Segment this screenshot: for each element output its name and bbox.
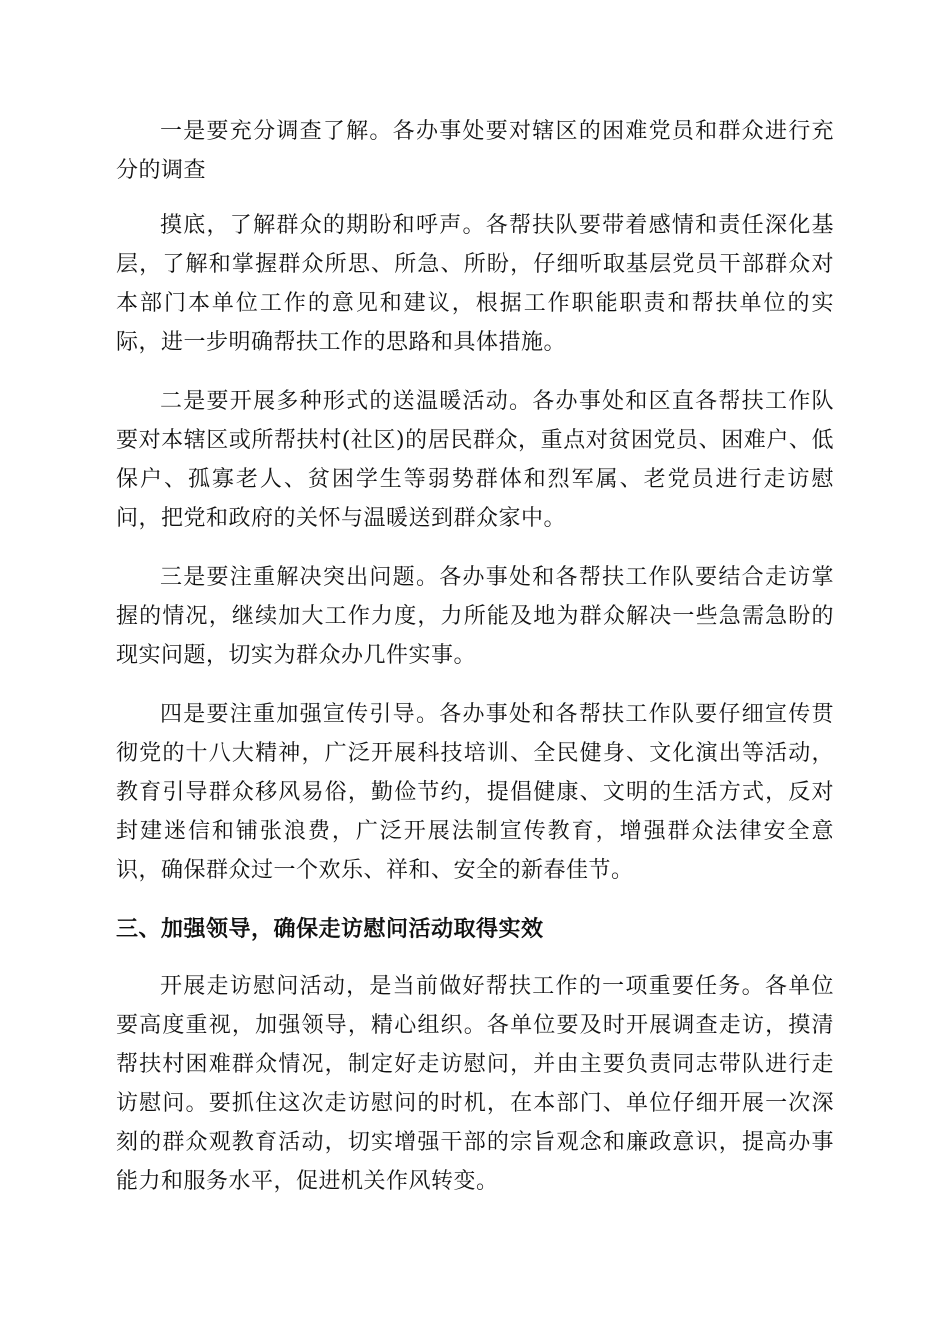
paragraph-warmth-activities: 二是要开展多种形式的送温暖活动。各办事处和区直各帮扶工作队要对本辖区或所帮扶村(社区)的居民群众，重点对贫困党员、困难户、低保户、孤寡老人、贫困学生等弱势群体和烈军属、老党员进行走访慰问，把党和政府的关怀与温暖送到群众家中。 — [116, 389, 834, 531]
paragraph-publicity: 四是要注重加强宣传引导。各办事处和各帮扶工作队要仔细宣传贯彻党的十八大精神，广泛开展科技培训、全民健身、文化演出等活动，教育引导群众移风易俗，勤俭节约，提倡健康、文明的生活方式，反对封建迷信和铺张浪费，广泛开展法制宣传教育，增强群众法律安全意识，确保群众过一个欢乐、祥和、安全的新春佳节。 — [116, 702, 834, 883]
paragraph-solve-problems: 三是要注重解决突出问题。各办事处和各帮扶工作队要结合走访掌握的情况，继续加大工作力度，力所能及地为群众解决一些急需急盼的现实问题，切实为群众办几件实事。 — [116, 565, 834, 668]
paragraph-investigation: 一是要充分调查了解。各办事处要对辖区的困难党员和群众进行充分的调查 — [116, 119, 834, 183]
document-body — [116, 112, 834, 1221]
paragraph-leadership: 开展走访慰问活动，是当前做好帮扶工作的一项重要任务。各单位要高度重视，加强领导，精心组织。各单位要及时开展调查走访，摸清帮扶村困难群众情况，制定好走访慰问，并由主要负责同志带队进行走访慰问。要抓住这次走访慰问的时机，在本部门、单位仔细开展一次深刻的群众观教育活动，切实增强干部的宗旨观念和廉政意识，提高办事能力和服务水平，促进机关作风转变。 — [116, 974, 834, 1194]
paragraph-investigation-continued: 摸底，了解群众的期盼和呼声。各帮扶队要带着感情和责任深化基层，了解和掌握群众所思、所急、所盼，仔细听取基层党员干部群众对本部门本单位工作的意见和建议，根据工作职能职责和帮扶单位的实际，进一步明确帮扶工作的思路和具体措施。 — [116, 213, 834, 355]
section-heading-leadership: 三、加强领导，确保走访慰问活动取得实效 — [116, 917, 544, 942]
